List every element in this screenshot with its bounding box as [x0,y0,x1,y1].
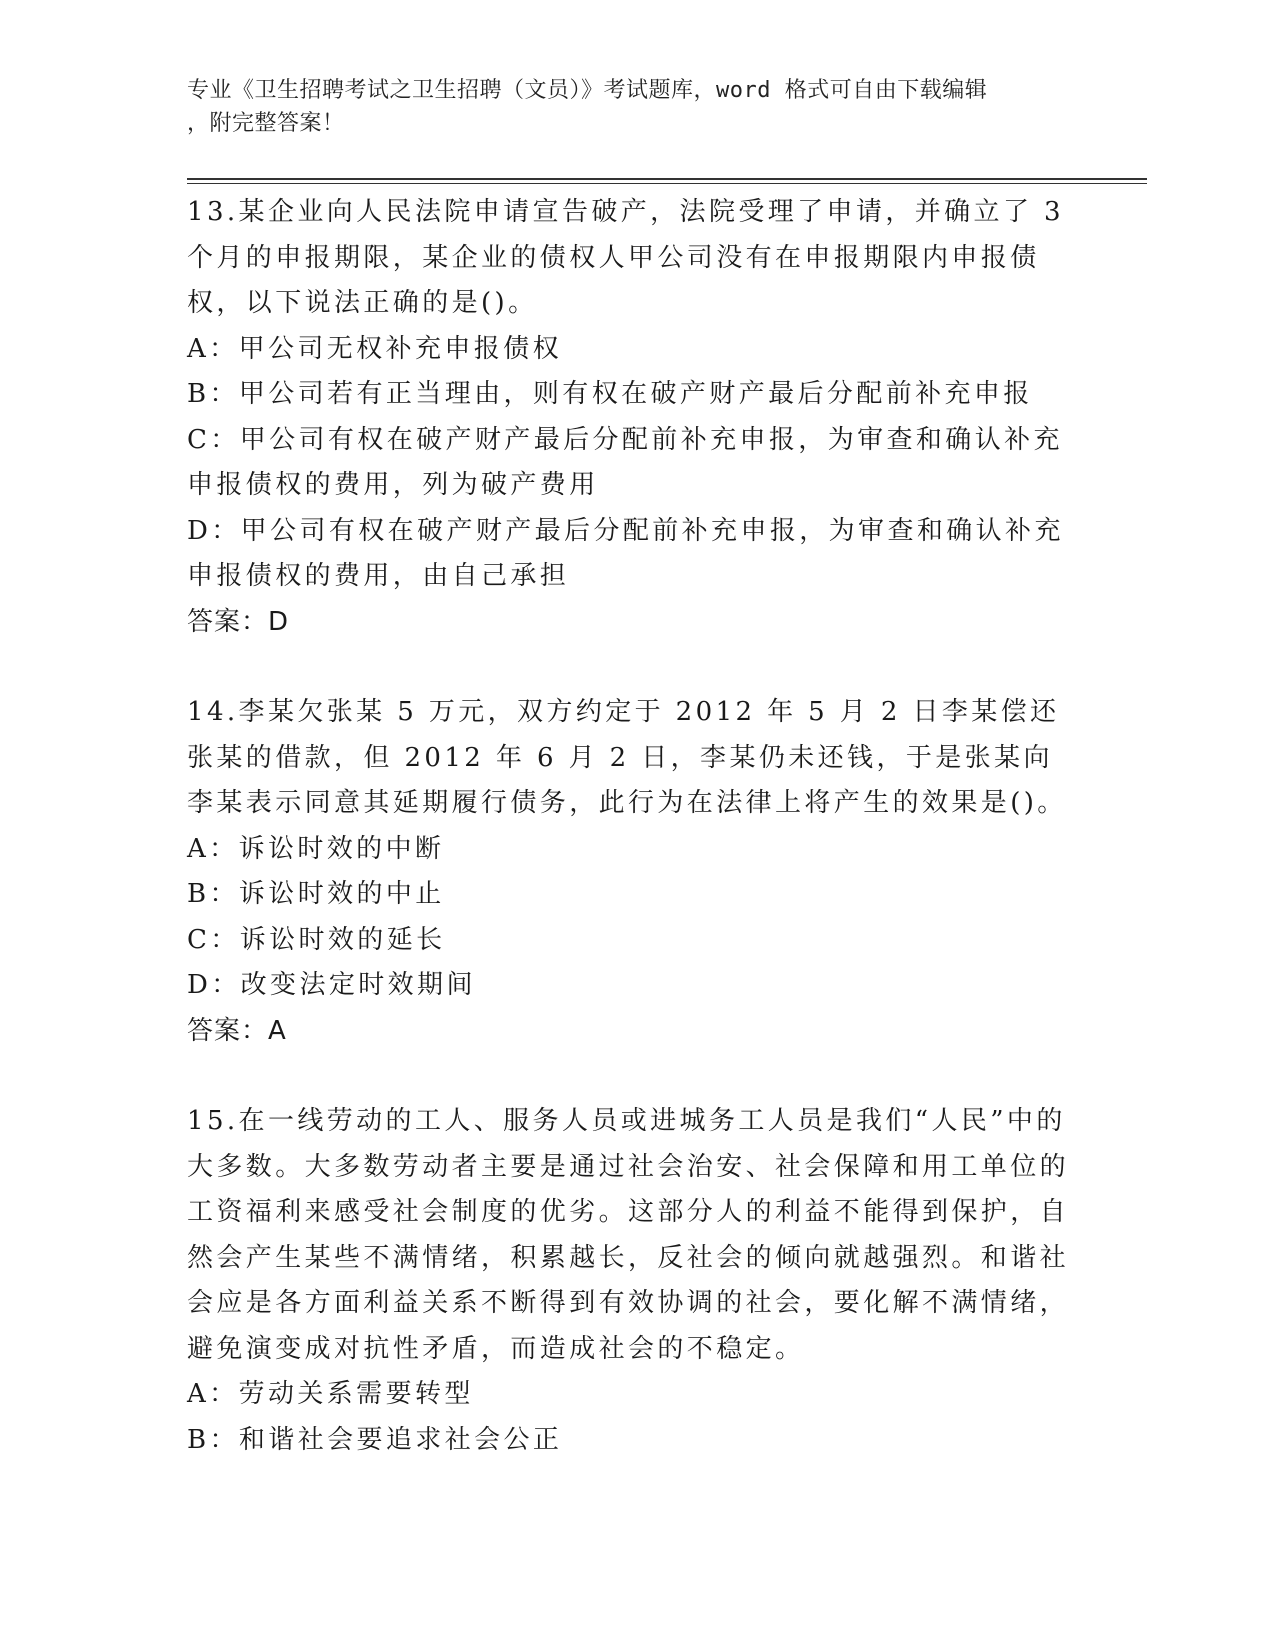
question-stem: 14.李某欠张某 5 万元，双方约定于 2012 年 5 月 2 日李某偿还张某的借款，但 2012 年 6 月 2 日，李某仍未还钱，于是张某向李某表示同意其延期履行债务，此行为在法律上将产生的效果是()。 [187,697,1067,818]
header-line-1: 专业《卫生招聘考试之卫生招聘（文员）》考试题库，word 格式可自由下载编辑 [187,78,988,103]
option-d: D：改变法定时效期间 [187,970,476,1000]
page-header [187,74,1067,140]
option-c: C：诉讼时效的延长 [187,924,446,955]
question-14 [187,690,1077,1054]
option-c: C：甲公司有权在破产财产最后分配前补充申报，为审查和确认补充申报债权的费用，列为破产费用 [187,424,1063,500]
question-list [187,190,1077,1508]
answer-line: 答案：A [187,1015,287,1046]
option-d: D：甲公司有权在破产财产最后分配前补充申报，为审查和确认补充申报债权的费用，由自己承担 [187,515,1064,591]
header-divider-thin [187,183,1147,184]
header-line-2: ，附完整答案！ [187,111,345,136]
option-a: A：劳动关系需要转型 [187,1379,474,1409]
option-a: A：诉讼时效的中断 [187,833,445,864]
question-stem: 15.在一线劳动的工人、服务人员或进城务工人员是我们“人民”中的大多数。大多数劳动者主要是通过社会治安、社会保障和用工单位的工资福利来感受社会制度的优劣。这部分人的利益不能得到保护，自然会产生某些不满情绪，积累越长，反社会的倾向就越强烈。和谐社会应是各方面利益关系不断得到有效协调的社会，要化解不满情绪，避免演变成对抗性矛盾，而造成社会的不稳定。 [187,1106,1070,1364]
option-a: A：甲公司无权补充申报债权 [187,333,562,364]
answer-line: 答案：D [187,606,290,637]
question-15 [187,1099,1077,1463]
option-b: B：和谐社会要追求社会公正 [187,1424,563,1455]
option-b: B：甲公司若有正当理由，则有权在破产财产最后分配前补充申报 [187,379,1033,409]
question-13 [187,190,1077,645]
question-stem: 13.某企业向人民法院申请宣告破产，法院受理了申请，并确立了 3 个月的申报期限，某企业的债权人甲公司没有在申报期限内申报债权，以下说法正确的是()。 [187,197,1064,318]
header-divider-thick [187,178,1147,180]
option-b: B：诉讼时效的中止 [187,879,445,909]
